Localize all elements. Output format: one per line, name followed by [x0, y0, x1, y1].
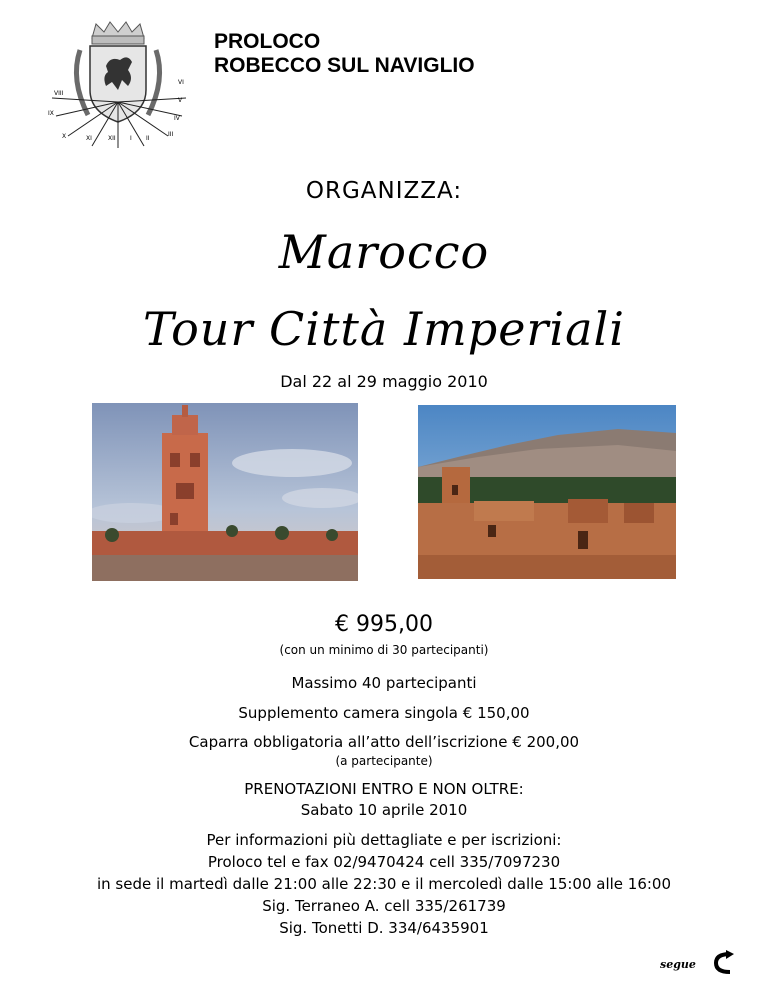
svg-text:V: V [178, 97, 183, 104]
svg-text:VIII: VIII [54, 90, 64, 97]
minimum-participants: (con un minimo di 30 partecipanti) [279, 643, 489, 657]
kasbah-mountains-photo [418, 405, 676, 579]
info-line: Sig. Tonetti D. 334/6435901 [279, 919, 489, 937]
deposit: Caparra obbligatoria all’atto dell’iscrizione € 200,00 [188, 733, 580, 751]
svg-text:II: II [146, 135, 150, 142]
koutoubia-minaret-photo [92, 403, 358, 581]
segue-label: segue [660, 958, 696, 971]
svg-text:X: X [62, 133, 67, 140]
single-room-supplement: Supplemento camera singola € 150,00 [238, 704, 530, 722]
svg-text:XI: XI [86, 135, 92, 142]
svg-text:XII: XII [108, 135, 116, 142]
svg-text:IX: IX [48, 110, 54, 117]
title-marocco: Marocco [278, 225, 490, 279]
org-line-2: ROBECCO SUL NAVIGLIO [214, 54, 475, 77]
organizza-heading: ORGANIZZA: [305, 178, 463, 204]
coat-of-arms-sundial-icon [40, 20, 205, 150]
tour-dates: Dal 22 al 29 maggio 2010 [280, 372, 488, 391]
org-line-1: PROLOCO [214, 30, 321, 53]
info-line: Per informazioni più dettagliate e per iscrizioni: [206, 831, 562, 849]
booking-deadline-label: PRENOTAZIONI ENTRO E NON OLTRE: [244, 780, 524, 798]
deposit-note: (a partecipante) [335, 754, 433, 768]
info-line: Proloco tel e fax 02/9470424 cell 335/7097230 [207, 853, 561, 871]
info-line: in sede il martedì dalle 21:00 alle 22:30 e il mercoledì dalle 15:00 alle 16:00 [96, 875, 672, 893]
organization-name [214, 30, 475, 78]
booking-deadline-date: Sabato 10 aprile 2010 [300, 801, 468, 819]
svg-text:I: I [130, 135, 132, 142]
curved-arrow-icon [712, 950, 736, 976]
maximum-participants: Massimo 40 partecipanti [291, 674, 477, 692]
contact-info [0, 829, 768, 939]
title-tour: Tour Città Imperiali [143, 302, 625, 356]
svg-text:VI: VI [178, 79, 184, 86]
svg-text:III: III [168, 131, 174, 138]
info-line: Sig. Terraneo A. cell 335/261739 [262, 897, 506, 915]
proloco-logo [40, 20, 205, 150]
price: € 995,00 [335, 612, 433, 637]
svg-text:IV: IV [174, 115, 180, 122]
